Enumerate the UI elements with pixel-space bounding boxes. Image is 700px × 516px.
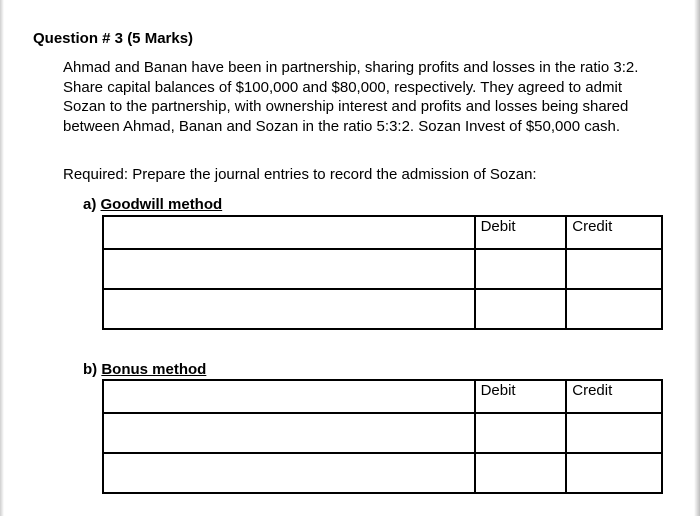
- credit-header: Credit: [566, 380, 662, 413]
- question-title: Question # 3 (5 Marks): [33, 30, 194, 47]
- page-right-edge: [694, 0, 700, 516]
- table-row: [103, 413, 662, 453]
- credit-cell[interactable]: [566, 453, 662, 493]
- journal-table-bonus: [102, 379, 663, 494]
- credit-cell[interactable]: [566, 413, 662, 453]
- table-header-row: [103, 380, 662, 413]
- debit-header: Debit: [475, 216, 567, 249]
- table-row: [103, 453, 662, 493]
- debit-header: Debit: [475, 380, 567, 413]
- section-label: Goodwill method: [100, 196, 223, 213]
- account-cell[interactable]: [103, 453, 475, 493]
- required-instruction: Required: Prepare the journal entries to record the admission of Sozan:: [63, 166, 537, 183]
- journal-table-goodwill: [102, 215, 663, 330]
- account-cell[interactable]: [103, 380, 475, 413]
- table-row: [103, 249, 662, 289]
- account-cell[interactable]: [103, 289, 475, 329]
- account-cell[interactable]: [103, 249, 475, 289]
- credit-header: Credit: [566, 216, 662, 249]
- section-title-goodwill: [83, 196, 222, 213]
- table-header-row: [103, 216, 662, 249]
- debit-cell[interactable]: [475, 289, 567, 329]
- section-marker: a): [83, 196, 97, 213]
- debit-cell[interactable]: [475, 453, 567, 493]
- credit-cell[interactable]: [566, 249, 662, 289]
- section-title-bonus: [83, 361, 206, 378]
- page-left-edge: [0, 0, 4, 516]
- debit-cell[interactable]: [475, 413, 567, 453]
- account-cell[interactable]: [103, 413, 475, 453]
- table-row: [103, 289, 662, 329]
- section-label: Bonus method: [101, 361, 207, 378]
- debit-cell[interactable]: [475, 249, 567, 289]
- account-cell[interactable]: [103, 216, 475, 249]
- credit-cell[interactable]: [566, 289, 662, 329]
- section-marker: b): [83, 361, 98, 378]
- question-body: Ahmad and Banan have been in partnership, sharing profits and losses in the ratio 3:2. Share capital balances of $100,000 and $80,000, respectively. They agreed to admit Sozan to the partnership, with ownership interest and profits and losses being shared between Ahmad, Banan and Sozan in the ratio 5:3:2. Sozan Invest of $50,000 cash.: [63, 59, 639, 135]
